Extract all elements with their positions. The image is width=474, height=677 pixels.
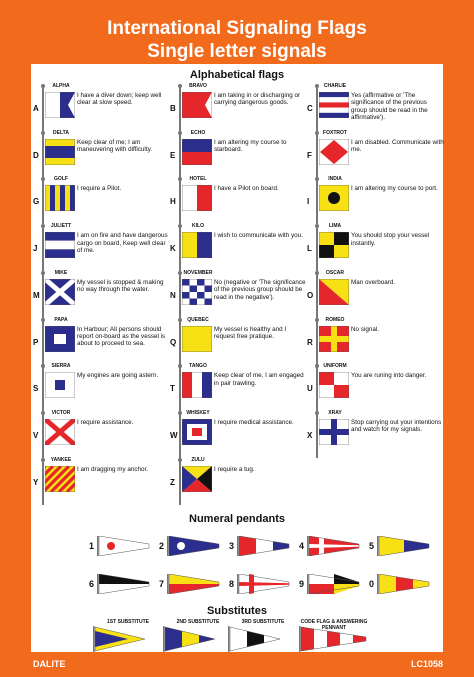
numeral-pendant-4 xyxy=(299,536,369,558)
flagpole xyxy=(42,134,44,178)
flag-h-icon xyxy=(182,185,212,211)
flag-meaning: No (negative or 'The significance of the previous group should be read in the negative'). xyxy=(214,278,306,301)
flagpole xyxy=(179,134,181,178)
flag-item-o xyxy=(307,270,444,320)
flag-letter: H xyxy=(170,197,176,207)
flag-letter: U xyxy=(307,384,313,394)
flag-name: KILO xyxy=(192,223,204,230)
product-code: LC1058 xyxy=(410,659,443,669)
flag-name: VICTOR xyxy=(51,409,71,416)
flag-item-f xyxy=(307,129,444,183)
flagpole xyxy=(42,461,44,505)
flagpole xyxy=(179,180,181,224)
flag-item-m xyxy=(33,270,170,320)
flag-m-icon xyxy=(45,279,75,305)
flag-letter: X xyxy=(307,430,313,440)
pendant-number: 8 xyxy=(229,579,235,589)
numeral-heading: Numeral pendants xyxy=(189,513,285,525)
flag-meaning: I am altering my course to starboard. xyxy=(214,138,287,154)
flag-q-icon xyxy=(182,326,212,352)
flag-c-icon xyxy=(319,92,349,118)
pendant-6-icon xyxy=(97,574,151,594)
flag-letter: S xyxy=(33,384,39,394)
flag-meaning: My engines are going astern. xyxy=(77,372,159,380)
flagpole xyxy=(42,367,44,411)
substitute-1 xyxy=(93,619,163,663)
flag-item-l xyxy=(307,223,444,273)
flag-letter: D xyxy=(33,150,39,160)
flag-t-icon xyxy=(182,372,212,398)
flag-meaning: No signal. xyxy=(351,325,380,333)
flagpole xyxy=(179,414,181,458)
flag-meaning: I have a Pilot on board. xyxy=(214,185,279,193)
flag-letter: Q xyxy=(170,337,177,347)
flag-p-icon xyxy=(45,326,75,352)
flag-s-icon xyxy=(45,372,75,398)
flag-letter: T xyxy=(170,384,175,394)
flag-item-g xyxy=(33,176,170,226)
flag-item-a xyxy=(33,83,170,133)
flag-meaning: Yes (affirmative or 'The significance of the previous group should be read in the affirmative'). xyxy=(351,92,428,122)
flag-meaning: I require assistance. xyxy=(77,418,134,426)
substitute-name: CODE FLAG & ANSWERING PENNANT xyxy=(300,619,368,631)
pendant-number: 2 xyxy=(159,541,165,551)
flag-item-s xyxy=(33,363,170,413)
flag-a-icon xyxy=(45,92,75,118)
substitute-name: 2ND SUBSTITUTE xyxy=(176,619,220,625)
pendant-4-icon xyxy=(307,536,361,556)
flag-name: DELTA xyxy=(53,129,69,136)
flag-e-icon xyxy=(182,139,212,165)
flag-name: SIERRA xyxy=(51,363,71,370)
flagpole xyxy=(179,87,181,131)
substitute-2 xyxy=(163,619,233,663)
pendant-number: 4 xyxy=(299,541,305,551)
pendant-number: 5 xyxy=(369,541,375,551)
flagpole xyxy=(42,414,44,458)
flag-item-q xyxy=(170,316,307,370)
flag-f-icon xyxy=(319,139,349,165)
flag-name: JULIETT xyxy=(50,223,72,230)
substitute-1-icon xyxy=(93,626,148,652)
flagpole xyxy=(42,227,44,271)
flagpole xyxy=(42,274,44,318)
pendant-8-icon xyxy=(237,574,291,594)
flag-meaning: You should stop your vessel instantly. xyxy=(351,232,430,247)
pendant-number: 9 xyxy=(299,579,305,589)
flagpole xyxy=(316,414,318,458)
flag-item-t xyxy=(170,363,307,413)
brand-label: DALITE xyxy=(33,659,66,669)
flag-item-r xyxy=(307,316,444,370)
numeral-pendant-9 xyxy=(299,574,369,596)
flag-item-p xyxy=(33,316,170,370)
flag-item-v xyxy=(33,410,170,460)
numeral-pendant-8 xyxy=(229,574,299,596)
flag-meaning: Keep clear of me, I am engaged in pair trawling. xyxy=(214,372,304,387)
flagpole xyxy=(42,321,44,365)
flag-meaning: I require a tug. xyxy=(214,465,255,473)
pendant-number: 0 xyxy=(369,579,375,589)
flag-z-icon xyxy=(182,466,212,492)
pendant-number: 6 xyxy=(89,579,95,589)
flag-item-i xyxy=(307,176,444,226)
flag-name: ALPHA xyxy=(52,83,70,89)
numeral-pendant-5 xyxy=(369,536,439,558)
flag-letter: V xyxy=(33,430,39,440)
flag-item-j xyxy=(33,223,170,273)
flag-meaning: I require a Pilot. xyxy=(77,185,122,193)
flag-name: YANKEE xyxy=(50,456,72,463)
numeral-pendant-6 xyxy=(89,574,159,596)
flag-letter: R xyxy=(307,337,313,347)
flag-meaning: I am altering my course to port. xyxy=(351,185,438,193)
substitute-3 xyxy=(228,619,298,663)
flag-name: QUEBEC xyxy=(187,316,209,323)
flag-name: XRAY xyxy=(328,409,342,416)
flag-letter: K xyxy=(170,244,176,254)
flag-y-icon xyxy=(45,466,75,492)
flag-name: NOVEMBER xyxy=(183,269,213,276)
flag-r-icon xyxy=(319,326,349,352)
numeral-pendant-0 xyxy=(369,574,439,596)
flag-letter: O xyxy=(307,290,314,300)
flag-letter: E xyxy=(170,150,176,160)
flag-meaning: My vessel is healthy and I request free pratique. xyxy=(214,325,287,340)
flag-i-icon xyxy=(319,185,349,211)
numeral-pendant-3 xyxy=(229,536,299,558)
flag-name: BRAVO xyxy=(189,83,207,89)
flag-meaning: I am on fire and have dangerous cargo on board, Keep well clear of me. xyxy=(77,232,168,254)
numeral-pendant-1 xyxy=(89,536,159,558)
flag-name: UNIFORM xyxy=(323,363,347,370)
flag-letter: L xyxy=(307,244,312,254)
poster-title: International Signaling Flags xyxy=(107,18,367,39)
flag-meaning: Keep clear of me; I am maneuvering with difficulty. xyxy=(77,138,153,154)
flag-item-u xyxy=(307,363,444,413)
flag-letter: F xyxy=(307,150,312,160)
flag-meaning: Stop carrying out your intentions and watch for my signals. xyxy=(351,418,442,434)
pendant-number: 3 xyxy=(229,541,235,551)
flagpole xyxy=(316,321,318,365)
flag-l-icon xyxy=(319,232,349,258)
flag-meaning: I have a diver down; keep well clear at slow speed. xyxy=(77,92,162,107)
substitute-name: 3RD SUBSTITUTE xyxy=(241,619,285,625)
pendant-number: 7 xyxy=(159,579,165,589)
flag-name: OSCAR xyxy=(325,269,345,276)
flag-item-y xyxy=(33,457,170,507)
flag-name: GOLF xyxy=(54,176,68,183)
flag-letter: G xyxy=(33,197,40,207)
flag-meaning: I am taking in or discharging or carrying dangerous goods. xyxy=(214,92,301,107)
flag-name: WHISKEY xyxy=(186,409,210,416)
pendant-5-icon xyxy=(377,536,431,556)
flag-meaning: You are runing into danger. xyxy=(351,372,427,380)
flag-name: HOTEL xyxy=(189,176,207,183)
flag-j-icon xyxy=(45,232,75,258)
flag-name: MIKE xyxy=(54,269,68,276)
flag-n-icon xyxy=(182,279,212,305)
flagpole xyxy=(42,180,44,224)
flag-u-icon xyxy=(319,372,349,398)
flagpole xyxy=(179,274,181,318)
substitute-2-icon xyxy=(163,626,218,652)
flag-name: PAPA xyxy=(54,316,68,323)
flag-name: ECHO xyxy=(190,129,206,136)
flag-letter: W xyxy=(170,430,178,440)
flag-item-b xyxy=(170,83,307,133)
flag-name: INDIA xyxy=(328,176,342,183)
flag-name: TANGO xyxy=(189,363,207,370)
flagpole xyxy=(316,227,318,271)
flag-letter: J xyxy=(33,244,38,254)
flag-x-icon xyxy=(319,419,349,445)
pendant-number: 1 xyxy=(89,541,95,551)
flag-meaning: I require medical assistance. xyxy=(214,418,294,426)
flag-letter: M xyxy=(33,290,40,300)
flagpole xyxy=(316,87,318,131)
flag-meaning: Man overboard. xyxy=(351,278,396,286)
substitute-3-icon xyxy=(228,626,283,652)
flag-k-icon xyxy=(182,232,212,258)
flag-letter: A xyxy=(33,104,39,113)
pendant-9-icon xyxy=(307,574,361,594)
pendant-7-icon xyxy=(167,574,221,594)
flag-item-k xyxy=(170,223,307,273)
flagpole xyxy=(179,367,181,411)
flag-item-n xyxy=(170,270,307,320)
flag-meaning: I wish to communicate with you. xyxy=(214,232,303,240)
flagpole xyxy=(316,367,318,411)
flag-name: LIMA xyxy=(328,223,342,230)
flag-meaning: I am dragging my anchor. xyxy=(77,465,149,473)
flag-letter: I xyxy=(307,197,310,207)
poster-subtitle: Single letter signals xyxy=(147,41,327,62)
numeral-pendant-7 xyxy=(159,574,229,596)
flag-letter: P xyxy=(33,337,39,347)
flagpole xyxy=(316,274,318,318)
substitutes-heading: Substitutes xyxy=(207,605,267,617)
flag-b-icon xyxy=(182,92,212,118)
flag-meaning: My vessel is stopped & making no way through the water. xyxy=(77,278,164,294)
pendant-1-icon xyxy=(97,536,151,556)
flagpole xyxy=(316,134,318,178)
flag-name: CHARLIE xyxy=(323,83,347,89)
flagpole xyxy=(42,87,44,131)
flag-letter: B xyxy=(170,104,176,113)
flag-g-icon xyxy=(45,185,75,211)
flag-item-x xyxy=(307,410,444,460)
flagpole xyxy=(179,461,181,505)
flag-meaning: I am disabled. Communicate with me. xyxy=(351,138,444,154)
flagpole xyxy=(316,180,318,224)
pendant-0-icon xyxy=(377,574,431,594)
flag-item-h xyxy=(170,176,310,226)
flags-panel xyxy=(31,64,443,652)
flag-item-z xyxy=(170,457,307,507)
flagpole xyxy=(179,227,181,271)
pendant-3-icon xyxy=(237,536,291,556)
substitute-4-icon xyxy=(299,626,369,652)
flag-w-icon xyxy=(182,419,212,445)
pendant-2-icon xyxy=(167,536,221,556)
substitute-4 xyxy=(299,619,369,663)
flag-item-e xyxy=(170,129,307,183)
substitute-name: 1ST SUBSTITUTE xyxy=(107,619,149,625)
flag-name: ROMEO xyxy=(325,316,345,323)
flag-letter: Z xyxy=(170,477,175,487)
flag-d-icon xyxy=(45,139,75,165)
flag-meaning: In Harbour; All persons should report on-board as the vessel is about to proceed to sea. xyxy=(77,325,166,348)
flagpole xyxy=(179,321,181,365)
flag-item-w xyxy=(170,410,307,460)
flag-letter: N xyxy=(170,290,176,300)
alphabetical-heading: Alphabetical flags xyxy=(189,69,285,81)
flag-v-icon xyxy=(45,419,75,445)
flag-item-d xyxy=(33,129,170,183)
flag-name: FOXTROT xyxy=(323,129,347,136)
flag-letter: C xyxy=(307,104,313,113)
flag-letter: Y xyxy=(33,477,39,487)
flag-name: ZULU xyxy=(191,456,205,463)
flag-item-c xyxy=(307,83,444,133)
numeral-pendant-2 xyxy=(159,536,229,558)
flag-o-icon xyxy=(319,279,349,305)
